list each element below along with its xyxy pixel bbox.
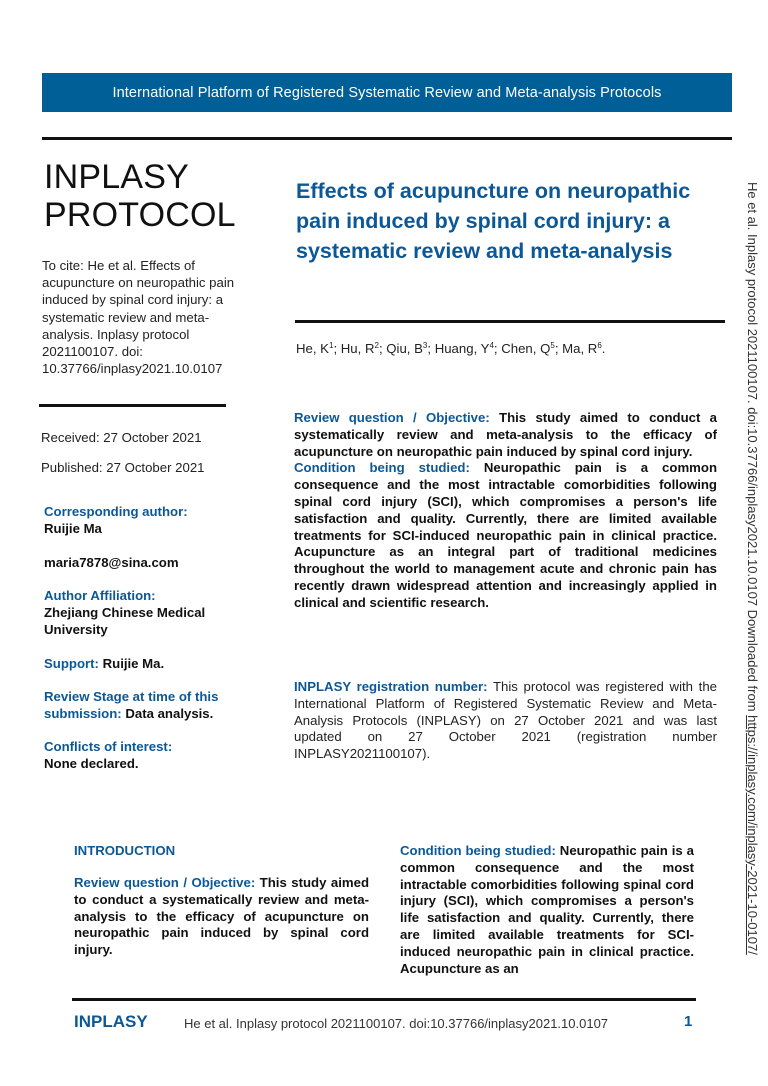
received-date: Received: 27 October 2021 bbox=[41, 430, 202, 445]
support-label: Support: bbox=[44, 656, 99, 671]
objective-label: Review question / Objective: bbox=[294, 410, 490, 425]
footer-citation: He et al. Inplasy protocol 2021100107. doi:10.37766/inplasy2021.10.0107 bbox=[184, 1016, 609, 1031]
corresponding-author-name: Ruijie Ma bbox=[44, 521, 102, 536]
author-email[interactable]: maria7878@sina.com bbox=[44, 555, 179, 570]
introduction-heading: INTRODUCTION bbox=[74, 843, 176, 858]
abstract-block bbox=[294, 410, 717, 612]
author-name: Qiu, B bbox=[386, 341, 423, 356]
author-affiliation-index: 6 bbox=[597, 341, 602, 350]
author-affiliation-index: 1 bbox=[328, 341, 334, 350]
col1-label: Review question / Objective: bbox=[74, 875, 256, 890]
author-affiliation-index: 3 bbox=[422, 341, 428, 350]
conflicts-label: Conflicts of interest: bbox=[44, 739, 173, 754]
author-affiliation bbox=[44, 587, 244, 638]
support-value: Ruijie Ma. bbox=[102, 656, 165, 671]
conflicts-of-interest bbox=[44, 738, 244, 772]
author-name: Chen, Q bbox=[501, 341, 551, 356]
author-name: Huang, Y bbox=[434, 341, 490, 356]
footer-brand: INPLASY bbox=[74, 1012, 148, 1031]
registration-block bbox=[294, 679, 717, 763]
page-number: 1 bbox=[684, 1013, 693, 1030]
footer-divider bbox=[72, 998, 696, 1001]
affiliation-label: Author Affiliation: bbox=[44, 588, 156, 603]
side-note-text: He et al. Inplasy protocol 2021100107. doi:10.37766/inplasy2021.10.0107 Downloaded from bbox=[745, 182, 760, 716]
corresponding-author-label: Corresponding author: bbox=[44, 504, 188, 519]
condition-text: Neuropathic pain is a common consequence and the most intractable comorbidities following spinal cord injury (SCI), which compromises a person's life satisfaction and quality. Currently, there are limited available treatments for SCI-induced neuropathic pain in clinical practice. Acupuncture as an integral part of traditional medicines throughout the world to management acute and chronic pain has recently drawn widespread attention and increasingly applied in clinical and scientific research. bbox=[294, 460, 718, 610]
col1-text: This study aimed to conduct a systematically review and meta-analysis to the efficacy of acupuncture on neuropathic pain induced by spinal cord injury. bbox=[74, 875, 370, 958]
author-separator: ; bbox=[427, 341, 435, 356]
review-stage bbox=[44, 688, 244, 722]
conflicts-value: None declared. bbox=[44, 756, 139, 771]
author-name: Hu, R bbox=[340, 341, 375, 356]
author-separator: ; bbox=[333, 341, 341, 356]
article-title: Effects of acupuncture on neuropathic pain induced by spinal cord injury: a systematic review and meta-analysis bbox=[296, 179, 691, 263]
author-separator: ; bbox=[378, 341, 387, 356]
col2-label: Condition being studied: bbox=[400, 843, 556, 858]
published-date: Published: 27 October 2021 bbox=[41, 460, 205, 475]
review-stage-label: Review Stage at time of this submission: bbox=[44, 689, 219, 721]
col2-text: Neuropathic pain is a common consequence and the most intractable comorbidities following spinal cord injury (SCI), which compromises a person's life satisfaction and quality. Currently, there are limited available treatments for SCI-induced neuropathic pain in clinical practice. Acupuncture as an bbox=[400, 843, 694, 976]
left-divider bbox=[39, 404, 226, 407]
author-affiliation-index: 5 bbox=[550, 341, 555, 350]
author-separator: . bbox=[601, 341, 606, 356]
condition-label: Condition being studied: bbox=[294, 460, 470, 476]
citation-text: To cite: He et al. Effects of acupuncture on neuropathic pain induced by spinal cord injury: a systematic review and meta-analysis. Inplasy protocol 2021100107. doi: 10.37766/inplasy2021.10.0107 bbox=[42, 258, 235, 377]
author-separator: ; bbox=[493, 341, 502, 356]
brand-line-2: PROTOCOL bbox=[44, 196, 236, 234]
download-link[interactable]: https://inplasy.com/inplasy-2021-10-0107/ bbox=[745, 715, 760, 955]
banner-text: International Platform of Registered Systematic Review and Meta-analysis Protocols bbox=[112, 84, 662, 101]
intro-column-2 bbox=[400, 843, 694, 977]
top-divider bbox=[42, 137, 732, 140]
support bbox=[44, 655, 244, 672]
author-separator: ; bbox=[554, 341, 563, 356]
objective-text: This study aimed to conduct a systematically review and meta-analysis to the efficacy of acupuncture on neuropathic pain induced by spinal cord injury. bbox=[294, 410, 717, 459]
registration-label: INPLASY registration number: bbox=[294, 679, 488, 694]
title-divider bbox=[295, 320, 725, 323]
side-download-note bbox=[745, 182, 760, 982]
brand-line-1: INPLASY bbox=[44, 158, 190, 196]
review-stage-value: Data analysis. bbox=[125, 706, 214, 721]
author-name: He, K bbox=[296, 341, 329, 356]
corresponding-author bbox=[44, 503, 244, 537]
author-affiliation-index: 4 bbox=[489, 341, 494, 350]
intro-column-1 bbox=[74, 875, 369, 959]
affiliation-value: Zhejiang Chinese Medical University bbox=[44, 605, 206, 637]
header-banner bbox=[42, 73, 732, 112]
registration-text: This protocol was registered with the International Platform of Registered Systematic Review and Meta-Analysis Protocols (INPLASY) on 27 October 2021 and was last updated on 27 October 2021 (registration number INPLASY2021100107). bbox=[294, 679, 717, 762]
author-list bbox=[296, 341, 605, 356]
author-name: Ma, R bbox=[562, 341, 598, 356]
author-affiliation-index: 2 bbox=[374, 341, 379, 350]
inplasy-protocol-heading bbox=[44, 158, 236, 234]
